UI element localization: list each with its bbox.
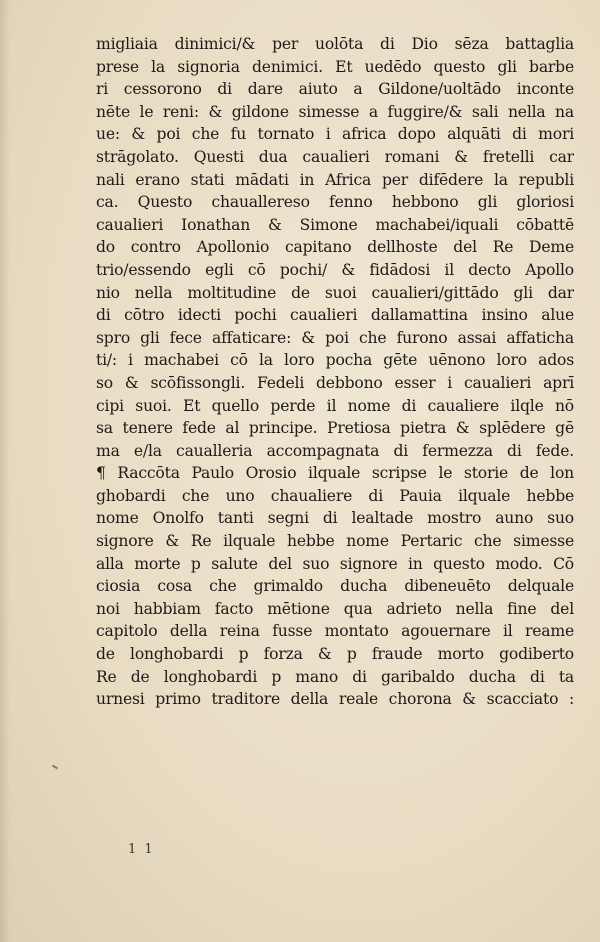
text-line: do contro Apollonio capitano dellhoste del Re Deme [96,238,574,257]
text-line: nali erano stati mādati in Africa per difēdere la republi [96,170,574,189]
margin-mark [52,765,58,770]
text-block [96,33,574,711]
text-line: capitolo della reina fusse montato agouernare il reame [96,622,574,641]
text-line: ¶ Raccōta Paulo Orosio ilquale scripse le storie de lon [96,464,574,483]
text-line: caualieri Ionathan & Simone machabei/iquali cōbattē [96,215,574,234]
text-line: prese la signoria denimici. Et uedēdo questo gli barbe [96,57,574,76]
folio-number: 1 1 [128,842,155,857]
text-line: de longhobardi p forza & p fraude morto godiberto [96,645,574,664]
text-line: ti/: i machabei cō la loro pocha gēte uēnono loro ados [96,351,574,370]
text-line: spro gli fece affaticare: & poi che furono assai affaticha [96,328,574,347]
text-line: so & scōfissongli. Fedeli debbono esser i caualieri aprī [96,373,574,392]
text-line: migliaia dinimici/& per uolōta di Dio sēza battaglia [96,35,574,53]
text-line: ca. Questo chauallereso fenno hebbono gli gloriosi [96,193,574,212]
text-line: urnesi primo traditore della reale chorona & scacciato : [96,690,574,709]
text-line: cipi suoi. Et quello perde il nome di caualiere ilqle nō [96,396,574,415]
text-line: noi habbiam facto mētione qua adrieto nella fine del [96,599,574,618]
text-line: ue: & poi che fu tornato i africa dopo alquāti di mori [96,125,574,144]
text-line: strāgolato. Questi dua caualieri romani & fretelli car [96,147,574,166]
text-line: ciosia cosa che grimaldo ducha dibeneuēto delquale [96,577,574,596]
text-line: nio nella moltitudine de suoi caualieri/gittādo gli dar [96,283,574,302]
text-line: di cōtro idecti pochi caualieri dallamattina insino alue [96,306,574,325]
page-edge-shadow [0,0,10,942]
text-line: nēte le reni: & gildone simesse a fuggire/& sali nella na [96,102,574,121]
text-line: signore & Re ilquale hebbe nome Pertaric che simesse [96,532,574,551]
text-line: ri cessorono di dare aiuto a Gildone/uoltādo inconte [96,80,574,99]
text-line: nome Onolfo tanti segni di lealtade mostro auno suo [96,509,574,528]
text-line: ghobardi che uno chaualiere di Pauia ilquale hebbe [96,486,574,505]
text-line: alla morte p salute del suo signore in questo modo. Cō [96,554,574,573]
text-line: trio/essendo egli cō pochi/ & fidādosi il decto Apollo [96,260,574,279]
text-line: sa tenere fede al principe. Pretiosa pietra & splēdere gē [96,419,574,438]
text-line: ma e/la caualleria accompagnata di fermezza di fede. [96,441,574,460]
text-line: Re de longhobardi p mano di garibaldo ducha di ta [96,667,574,686]
